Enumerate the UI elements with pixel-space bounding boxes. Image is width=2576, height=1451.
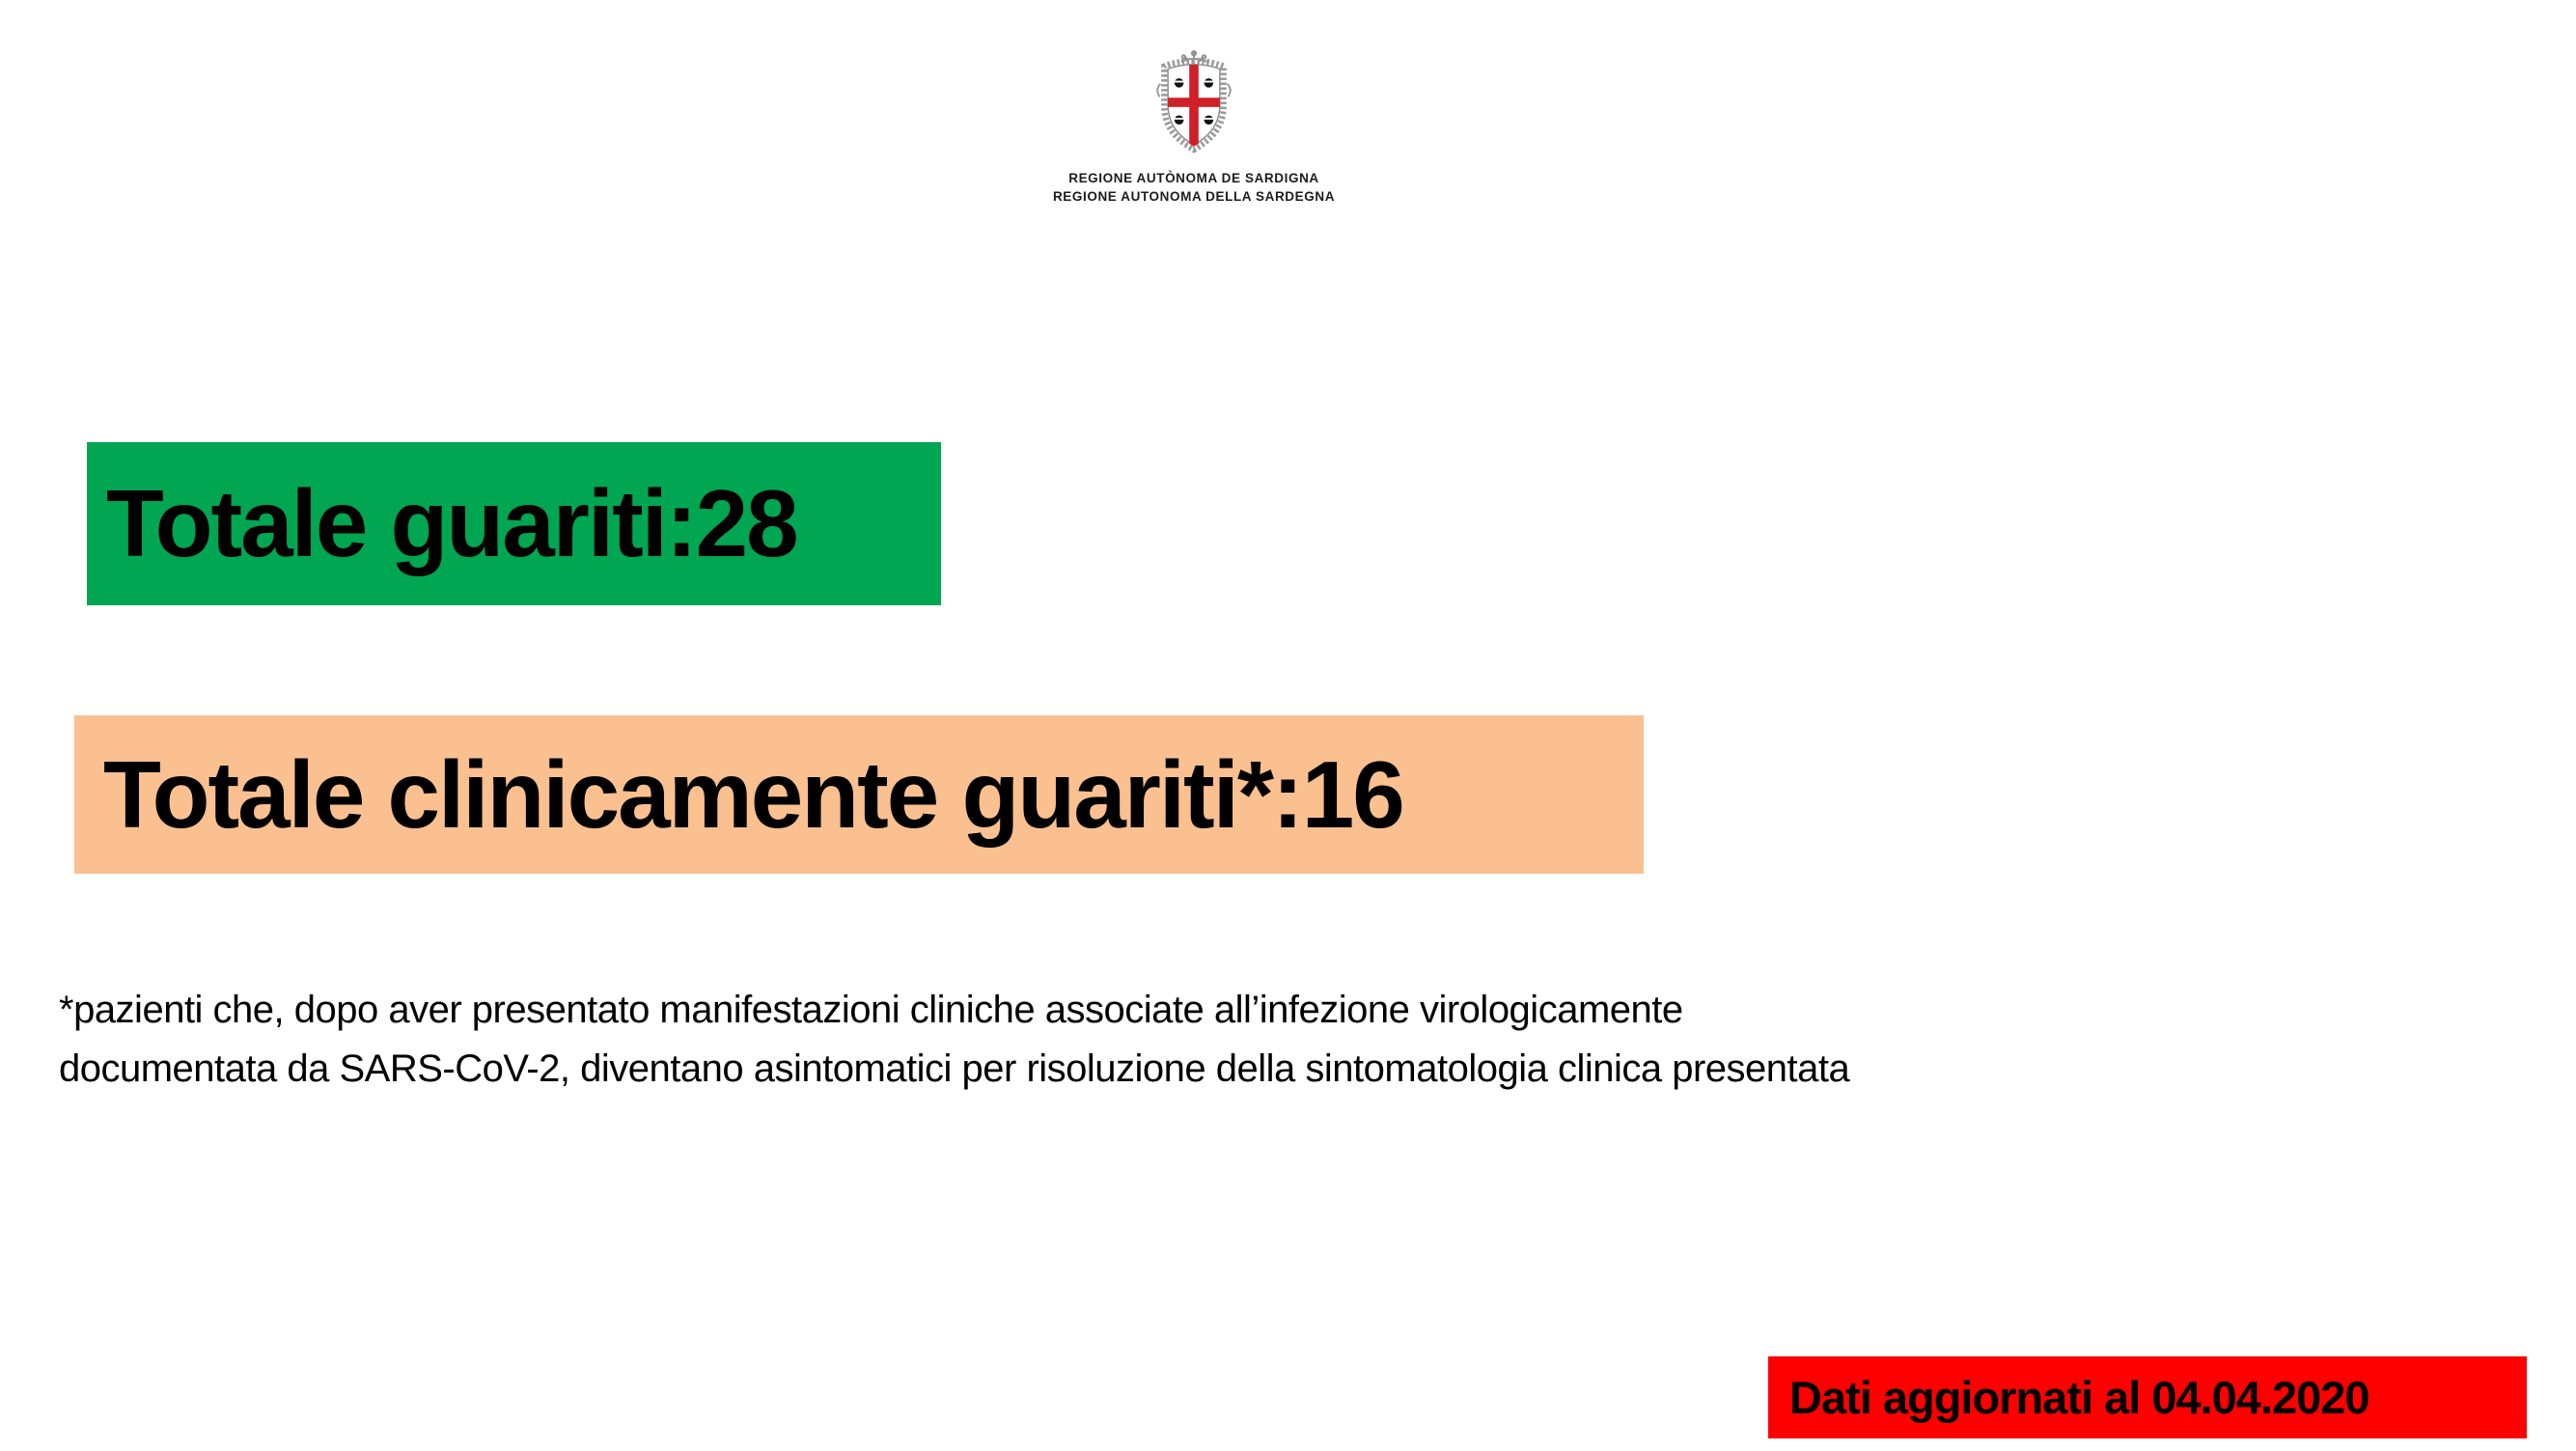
footnote-line-1: *pazienti che, dopo aver presentato manifestazioni cliniche associate all’infezione virologicamente	[59, 989, 1683, 1031]
footnote	[59, 981, 2240, 1099]
logo-caption-sardinian: REGIONE AUTÒNOMA DE SARDIGNA	[1068, 171, 1319, 185]
data-updated-label: Dati aggiornati al 04.04.2020	[1789, 1372, 2369, 1423]
total-clinically-recovered-box	[74, 715, 1644, 874]
total-recovered-box	[87, 442, 941, 605]
logo-caption-italian: REGIONE AUTONOMA DELLA SARDEGNA	[1052, 189, 1336, 204]
total-recovered-label: Totale guariti:28	[106, 470, 797, 576]
footnote-line-2: documentata da SARS-CoV-2, diventano asintomatici per risoluzione della sintomatologia clinica presentata	[59, 1047, 1850, 1090]
total-clinically-recovered-label: Totale clinicamente guariti*:16	[103, 740, 1403, 848]
region-logo	[991, 48, 1397, 206]
data-updated-banner	[1768, 1356, 2527, 1438]
sardinia-crest-icon	[1148, 48, 1240, 158]
